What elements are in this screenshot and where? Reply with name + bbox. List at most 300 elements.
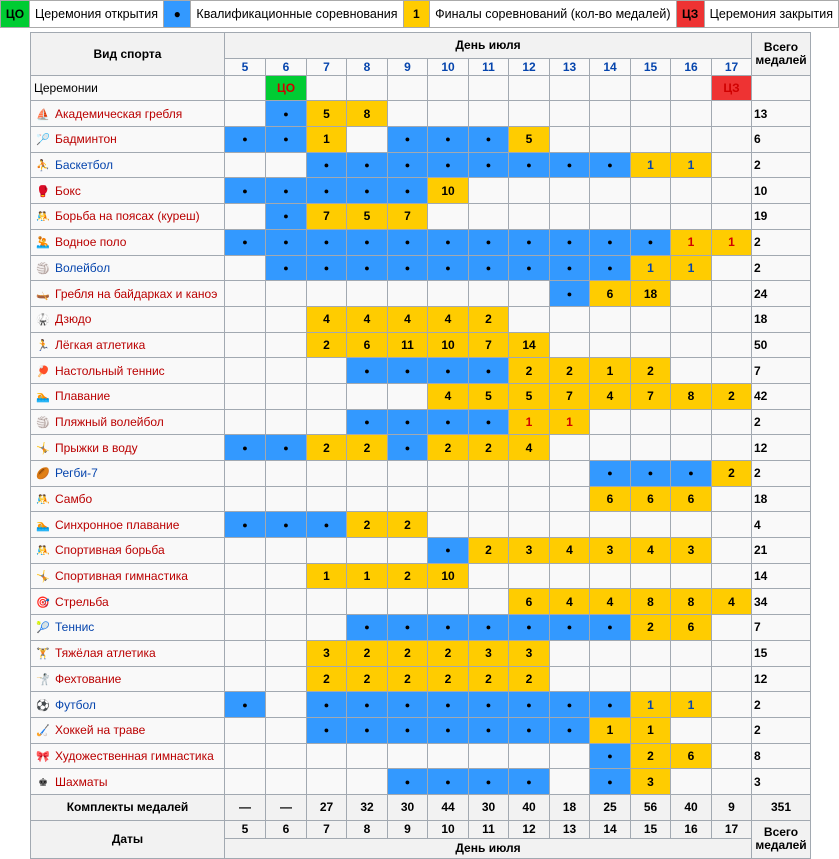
badminton-icon: 🏸 [36,134,50,147]
sport-name-cell [31,383,225,409]
qualification-cell: ● [590,229,631,255]
empty-cell [266,589,307,615]
empty-cell [671,75,712,101]
empty-cell [590,666,631,692]
day-header-5[interactable]: 5 [225,58,266,75]
sport-link[interactable]: Спортивная борьба [55,543,165,558]
day-header-12[interactable]: 12 [509,58,550,75]
sport-total-cell: 2 [752,461,811,487]
empty-cell [509,281,550,307]
qualification-cell: ● [509,692,550,718]
final-cell: 5 [469,383,509,409]
empty-cell [347,589,388,615]
swimming-icon: 🏊 [36,391,50,404]
sport-name-cell [31,152,225,178]
empty-cell [225,75,266,101]
empty-cell [307,409,347,435]
empty-cell [469,563,509,589]
final-cell: 6 [631,486,671,512]
final-cell: 2 [712,461,752,487]
sport-link[interactable]: Футбол [55,697,96,712]
medal-sets-day-cell: 25 [590,794,631,820]
empty-cell [590,435,631,461]
empty-cell [671,409,712,435]
qualification-cell: ● [509,769,550,795]
empty-cell [671,306,712,332]
footer-day-15: 15 [631,820,671,838]
empty-cell [712,512,752,538]
footer-days-title: День июля [225,838,752,858]
empty-cell [266,306,307,332]
ceremonies-row [31,75,811,101]
empty-cell [428,461,469,487]
qualification-cell: ● [509,229,550,255]
final-cell: 6 [590,486,631,512]
final-cell: 2 [469,306,509,332]
chess-icon: ♚ [38,776,48,789]
footer-day-16: 16 [671,820,712,838]
final-cell: 4 [428,383,469,409]
table-row [31,101,811,127]
field-hockey-icon: 🏑 [36,725,50,738]
empty-cell [428,101,469,127]
weightlifting-icon: 🏋 [36,648,50,661]
empty-cell [631,101,671,127]
sport-link[interactable]: Дзюдо [55,312,92,327]
sport-link[interactable]: Спортивная гимнастика [55,569,188,584]
sport-link[interactable]: Гребля на байдарках и каноэ [55,286,218,301]
legend-label-qualification: Квалификационные соревнования [190,1,403,27]
sport-link[interactable]: Бадминтон [55,132,117,147]
table-row [31,486,811,512]
qualification-cell: ● [550,692,590,718]
sport-link[interactable]: Борьба на поясах (куреш) [55,209,200,224]
empty-cell [631,666,671,692]
table-row [31,615,811,641]
empty-cell [712,204,752,230]
sport-link[interactable]: Художественная гимнастика [55,748,214,763]
qualification-cell: ● [388,717,428,743]
empty-cell [509,101,550,127]
sport-link[interactable]: Академическая гребля [55,106,183,121]
sport-total-cell: 12 [752,666,811,692]
empty-cell [469,101,509,127]
qualification-cell: ● [347,255,388,281]
empty-cell [347,75,388,101]
canoe-icon: 🛶 [36,288,50,301]
empty-cell [712,281,752,307]
sport-total-cell: 6 [752,127,811,153]
final-cell: 10 [428,332,469,358]
table-row [31,204,811,230]
sport-link[interactable]: Плавание [55,389,111,404]
final-cell: 5 [307,101,347,127]
empty-cell [225,640,266,666]
sport-link[interactable]: Теннис [55,620,95,635]
empty-cell [428,281,469,307]
final-cell: 1 [347,563,388,589]
water-polo-icon: 🤽 [36,237,50,250]
day-header-13[interactable]: 13 [550,58,590,75]
legend-swatch-final: 1 [404,1,430,27]
qualification-cell: ● [225,512,266,538]
final-cell: 4 [509,435,550,461]
empty-cell [712,306,752,332]
empty-cell [590,178,631,204]
empty-cell [225,461,266,487]
empty-cell [347,743,388,769]
final-cell: 2 [469,538,509,564]
sport-name-cell [31,692,225,718]
qualification-cell: ● [347,615,388,641]
empty-cell [631,640,671,666]
qualification-cell: ● [550,229,590,255]
empty-cell [550,512,590,538]
day-header-14[interactable]: 14 [590,58,631,75]
final-cell: 7 [307,204,347,230]
footer-day-12: 12 [509,820,550,838]
final-cell: 2 [469,435,509,461]
final-cell: 4 [347,306,388,332]
final-cell: 5 [347,204,388,230]
qualification-cell: ● [550,281,590,307]
volleyball-icon: 🏐 [36,262,50,275]
medal-sets-day-cell: 32 [347,794,388,820]
final-cell: 2 [428,666,469,692]
empty-cell [307,615,347,641]
sport-link[interactable]: Стрельба [55,594,109,609]
medal-sets-day-cell: — [266,794,307,820]
empty-cell [225,204,266,230]
empty-cell [388,743,428,769]
final-cell: 2 [388,666,428,692]
empty-cell [266,769,307,795]
table-row [31,692,811,718]
sport-name-cell [31,178,225,204]
medal-sets-day-cell: 27 [307,794,347,820]
sport-total-cell: 34 [752,589,811,615]
qualification-cell: ● [550,255,590,281]
sport-column-header: Вид спорта [31,33,225,76]
sport-link[interactable]: Волейбол [55,260,111,275]
empty-cell [550,127,590,153]
sport-name-cell [31,589,225,615]
final-cell: 6 [590,281,631,307]
final-cell: 10 [428,178,469,204]
sport-total-cell: 2 [752,152,811,178]
table-row [31,717,811,743]
empty-cell [225,769,266,795]
qualification-cell: ● [509,717,550,743]
final-cell: 1 [590,717,631,743]
final-cell: 4 [388,306,428,332]
footer-total-label: Всего медалей [752,820,811,858]
sport-name-cell [31,717,225,743]
empty-cell [550,666,590,692]
sport-link[interactable]: Синхронное плавание [55,517,180,532]
sport-link[interactable]: Фехтование [55,671,122,686]
empty-cell [347,538,388,564]
empty-cell [712,743,752,769]
empty-cell [671,666,712,692]
sport-total-cell: 2 [752,409,811,435]
day-header-10[interactable]: 10 [428,58,469,75]
empty-cell [550,75,590,101]
sport-total-cell: 50 [752,332,811,358]
table-row [31,666,811,692]
empty-cell [225,358,266,384]
medal-sets-day-cell: 40 [509,794,550,820]
qualification-cell: ● [388,152,428,178]
final-cell: 3 [590,538,631,564]
empty-cell [671,332,712,358]
empty-cell [428,512,469,538]
table-row [31,178,811,204]
qualification-cell: ● [469,717,509,743]
empty-cell [671,717,712,743]
final-cell: 2 [307,666,347,692]
sport-link[interactable]: Шахматы [55,774,108,789]
empty-cell [225,666,266,692]
qualification-cell: ● [428,717,469,743]
final-cell: 2 [631,743,671,769]
empty-cell [712,435,752,461]
days-header: День июля [225,33,752,59]
empty-cell [590,332,631,358]
table-row [31,589,811,615]
empty-cell [225,383,266,409]
empty-cell [712,178,752,204]
empty-cell [266,332,307,358]
qualification-cell: ● [307,692,347,718]
day-header-7[interactable]: 7 [307,58,347,75]
final-cell: 2 [347,640,388,666]
gymnastics-icon: 🤸 [36,571,50,584]
empty-cell [266,486,307,512]
empty-cell [509,75,550,101]
empty-cell [266,461,307,487]
legend-swatch-qualification: ● [164,1,190,27]
final-cell: 4 [550,589,590,615]
sport-link[interactable]: Самбо [55,492,93,507]
basketball-icon: ⛹ [36,160,50,173]
empty-cell [712,769,752,795]
final-cell: 7 [631,383,671,409]
opening-ceremony-cell: ЦО [266,75,307,101]
footer-day-14: 14 [590,820,631,838]
medal-sets-day-cell: 18 [550,794,590,820]
athletics-icon: 🏃 [36,339,50,352]
qualification-cell: ● [428,358,469,384]
empty-cell [347,486,388,512]
medal-sets-label: Комплекты медалей [31,794,225,820]
footer-day-5: 5 [225,820,266,838]
final-cell: 7 [388,204,428,230]
empty-cell [550,769,590,795]
sambo-icon: 🤼 [36,494,50,507]
sport-name-cell [31,615,225,641]
sport-link[interactable]: Настольный теннис [55,363,165,378]
table-row [31,640,811,666]
footer-dates-label: Даты [31,820,225,858]
qualification-cell: ● [631,229,671,255]
empty-cell [266,409,307,435]
legend-label-opening: Церемония открытия [29,1,164,27]
sport-name-cell [31,640,225,666]
empty-cell [388,486,428,512]
sport-total-cell: 7 [752,358,811,384]
sport-name-cell [31,101,225,127]
empty-cell [712,717,752,743]
medal-sets-day-cell: 30 [388,794,428,820]
footer-day-9: 9 [388,820,428,838]
sport-link[interactable]: Прыжки в воду [55,440,138,455]
final-cell: 4 [428,306,469,332]
footer-day-8: 8 [347,820,388,838]
final-cell: 3 [469,640,509,666]
empty-cell [428,75,469,101]
final-cell: 2 [307,435,347,461]
empty-cell [631,563,671,589]
day-header-17[interactable]: 17 [712,58,752,75]
qualification-cell: ● [590,152,631,178]
final-cell: 2 [307,332,347,358]
medal-sets-day-cell: 30 [469,794,509,820]
table-row [31,229,811,255]
qualification-cell: ● [388,127,428,153]
sport-link[interactable]: Тяжёлая атлетика [55,646,156,661]
empty-cell [509,178,550,204]
sport-total-cell: 42 [752,383,811,409]
sport-total-cell: 21 [752,538,811,564]
table-row [31,306,811,332]
medal-sets-day-cell: 56 [631,794,671,820]
day-header-16[interactable]: 16 [671,58,712,75]
final-cell: 1 [671,152,712,178]
sport-total-cell: 24 [752,281,811,307]
final-cell: 2 [428,435,469,461]
sport-name-cell [31,229,225,255]
qualification-cell: ● [266,101,307,127]
final-cell: 1 [550,409,590,435]
empty-cell [590,101,631,127]
empty-cell [388,383,428,409]
sport-name-cell [31,512,225,538]
final-cell: 8 [671,589,712,615]
final-cell: 3 [631,769,671,795]
empty-cell [550,178,590,204]
sport-name-cell [31,461,225,487]
final-cell: 1 [712,229,752,255]
sport-link[interactable]: Пляжный волейбол [55,414,164,429]
final-cell: 1 [631,717,671,743]
final-cell: 2 [347,666,388,692]
empty-cell [347,461,388,487]
table-row [31,358,811,384]
sport-total-cell: 7 [752,615,811,641]
qualification-cell: ● [388,692,428,718]
qualification-cell: ● [509,615,550,641]
empty-cell [266,640,307,666]
sport-link[interactable]: Лёгкая атлетика [55,337,146,352]
day-header-11[interactable]: 11 [469,58,509,75]
sport-total-cell: 18 [752,306,811,332]
empty-cell [550,743,590,769]
footer-day-13: 13 [550,820,590,838]
final-cell: 6 [347,332,388,358]
sport-total-cell: 10 [752,178,811,204]
day-header-9[interactable]: 9 [388,58,428,75]
qualification-cell: ● [225,435,266,461]
qualification-cell: ● [388,255,428,281]
legend [0,0,839,28]
sport-link[interactable]: Баскетбол [55,158,113,173]
empty-cell [307,589,347,615]
empty-cell [388,281,428,307]
sport-link[interactable]: Водное поло [55,235,127,250]
empty-cell [307,75,347,101]
final-cell: 1 [631,152,671,178]
legend-swatch-closing: ЦЗ [677,1,704,27]
synchronized-swimming-icon: 🏊 [36,519,50,532]
final-cell: 2 [388,640,428,666]
empty-cell [712,615,752,641]
qualification-cell: ● [388,435,428,461]
empty-cell [307,538,347,564]
empty-cell [266,383,307,409]
table-row [31,383,811,409]
empty-cell [225,409,266,435]
empty-cell [509,204,550,230]
sport-name-cell [31,743,225,769]
qualification-cell: ● [469,692,509,718]
qualification-cell: ● [469,255,509,281]
empty-cell [712,563,752,589]
empty-cell [266,717,307,743]
day-header-15[interactable]: 15 [631,58,671,75]
judo-icon: 🥋 [36,314,50,327]
qualification-cell: ● [266,512,307,538]
empty-cell [225,563,266,589]
table-row [31,563,811,589]
qualification-cell: ● [590,615,631,641]
empty-cell [550,306,590,332]
empty-cell [509,486,550,512]
legend-swatch-opening: ЦО [1,1,29,27]
empty-cell [671,563,712,589]
sport-link[interactable]: Бокс [55,183,81,198]
empty-cell [388,461,428,487]
final-cell: 2 [550,358,590,384]
sport-link[interactable]: Хоккей на траве [55,723,146,738]
qualification-cell: ● [509,255,550,281]
final-cell: 10 [428,563,469,589]
empty-cell [712,127,752,153]
day-header-6[interactable]: 6 [266,58,307,75]
qualification-cell: ● [590,255,631,281]
empty-cell [469,75,509,101]
day-header-8[interactable]: 8 [347,58,388,75]
empty-cell [266,666,307,692]
empty-cell [225,717,266,743]
final-cell: 1 [671,255,712,281]
empty-cell [225,306,266,332]
sport-link[interactable]: Регби-7 [55,466,98,481]
qualification-cell: ● [266,204,307,230]
empty-cell [550,486,590,512]
footer-day-6: 6 [266,820,307,838]
final-cell: 4 [712,589,752,615]
